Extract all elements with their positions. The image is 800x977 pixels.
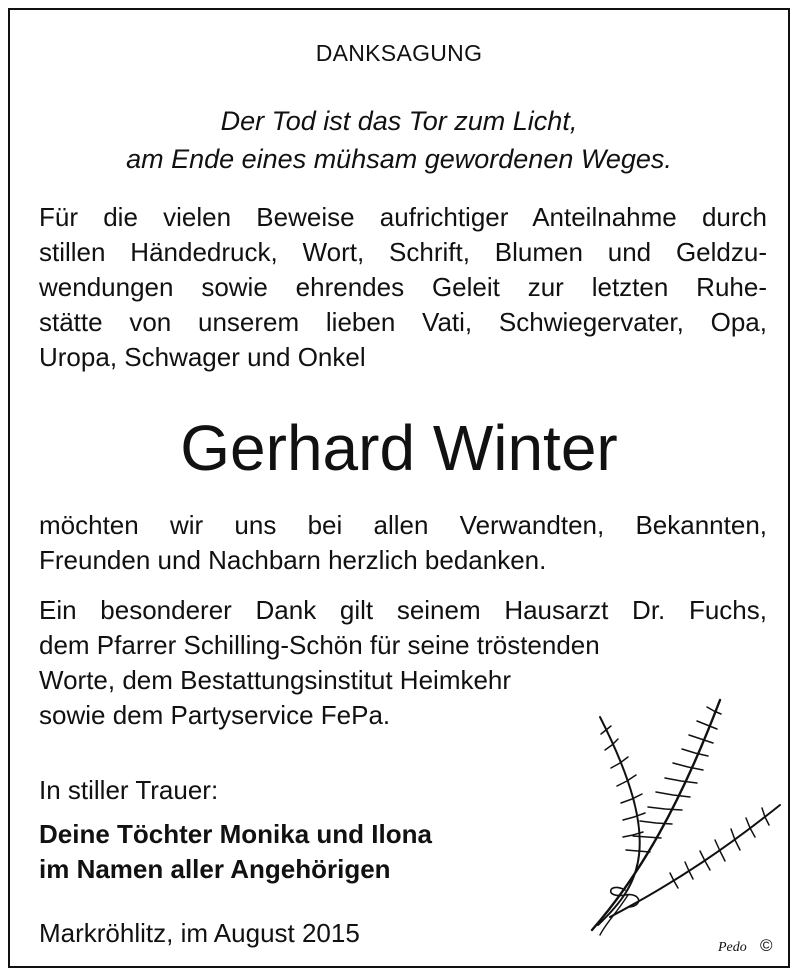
notice-heading: DANKSAGUNG xyxy=(315,40,483,66)
deceased-name: Gerhard Winter xyxy=(180,412,618,484)
thanks-paragraph xyxy=(39,508,767,578)
verse-line: Der Tod ist das Tor zum Licht, xyxy=(220,106,578,136)
special-thanks-line: Worte, dem Bestattungsinstitut Heimkehr xyxy=(39,665,512,695)
place-date: Markröhlitz, im August 2015 xyxy=(39,918,360,948)
thanks-line: möchten wir uns bei allen Verwandten, Bekannten, xyxy=(39,510,767,540)
special-thanks-line: Ein besonderer Dank gilt seinem Hausarzt Dr. Fuchs, xyxy=(39,595,767,625)
intro-line: Uropa, Schwager und Onkel xyxy=(39,342,366,372)
thanks-line: Freunden und Nachbarn herzlich bedanken. xyxy=(39,545,547,575)
intro-line: wendungen sowie ehrendes Geleit zur letzten Ruhe- xyxy=(39,272,767,302)
fern-branch-icon xyxy=(570,685,790,955)
mourning-label: In stiller Trauer: xyxy=(39,775,219,805)
verse-quote xyxy=(10,102,788,178)
intro-line: stillen Händedruck, Wort, Schrift, Blumen und Geldzu- xyxy=(39,237,767,267)
verse-line: am Ende eines mühsam gewordenen Weges. xyxy=(126,144,672,174)
artist-signature: Pedo xyxy=(718,940,747,955)
intro-line: stätte von unserem lieben Vati, Schwiegervater, Opa, xyxy=(39,307,767,337)
mourners-line: Deine Töchter Monika und Ilona xyxy=(39,819,432,849)
intro-paragraph xyxy=(39,200,767,375)
obituary-notice xyxy=(8,8,790,968)
copyright-icon: © xyxy=(760,936,773,955)
intro-line: Für die vielen Beweise aufrichtiger Anteilnahme durch xyxy=(39,202,767,232)
special-thanks-line: dem Pfarrer Schilling-Schön für seine tröstenden xyxy=(39,630,600,660)
mourners-line: im Namen aller Angehörigen xyxy=(39,854,391,884)
special-thanks-line: sowie dem Partyservice FePa. xyxy=(39,700,391,730)
